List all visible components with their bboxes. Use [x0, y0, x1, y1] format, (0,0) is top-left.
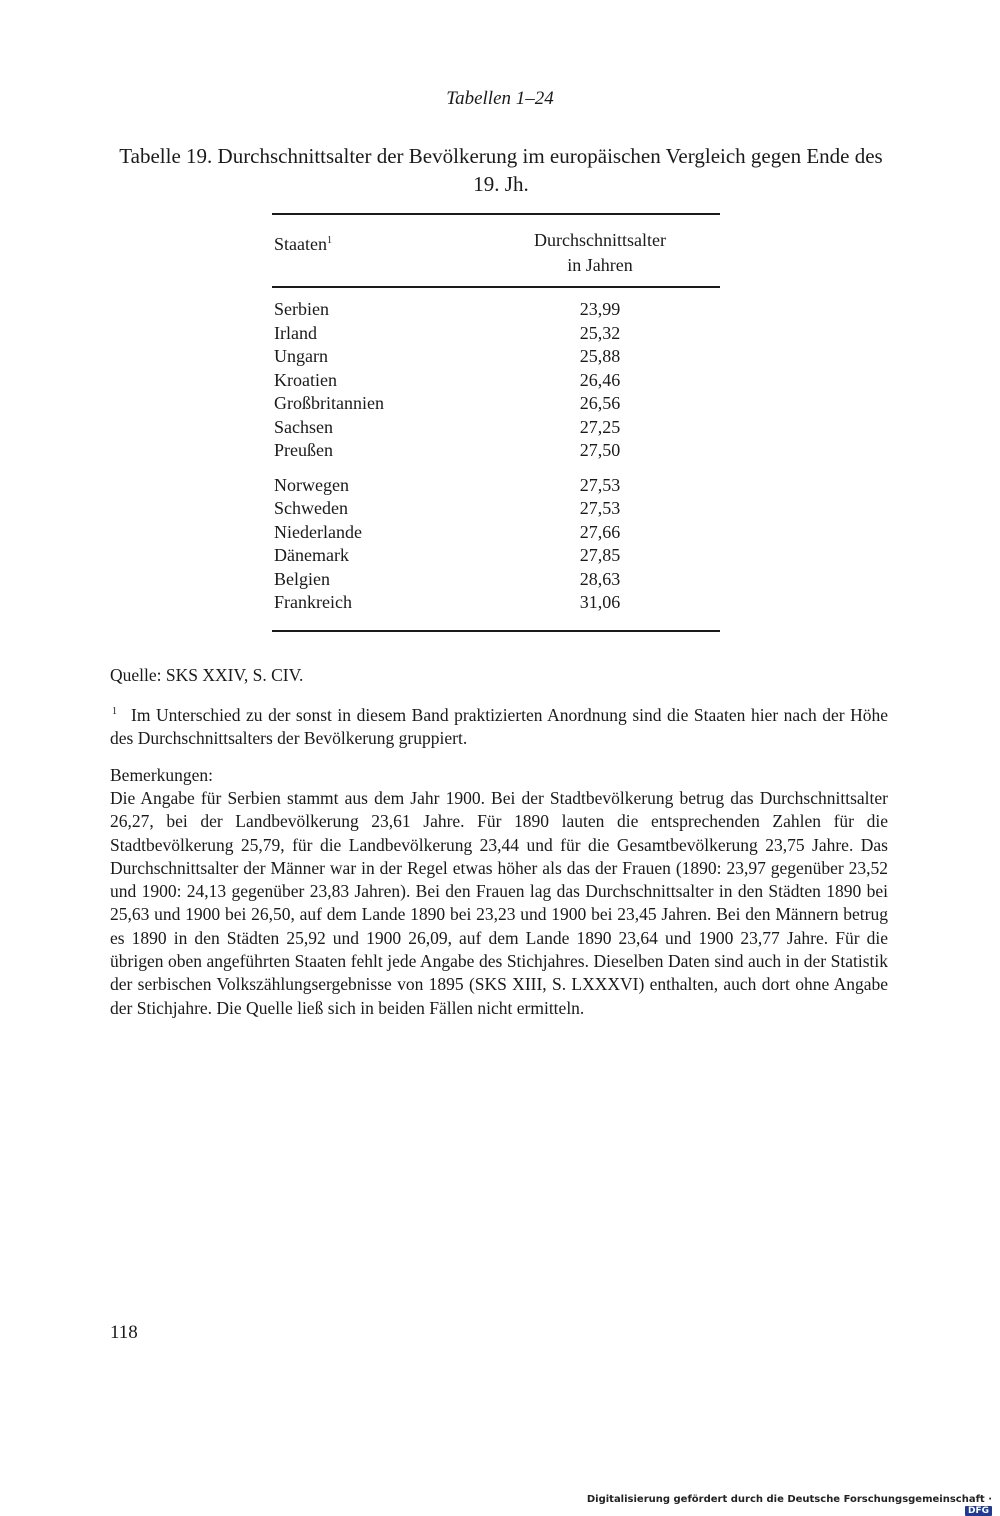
- running-header: Tabellen 1–24: [446, 88, 554, 109]
- table-row: [274, 416, 720, 440]
- table-header-rule: [272, 286, 720, 288]
- table-row: [274, 474, 720, 498]
- column-header-age-line2: in Jahren: [567, 255, 633, 275]
- state-name: Sachsen: [274, 416, 333, 437]
- state-name: Niederlande: [274, 521, 362, 542]
- table-top-rule: [272, 213, 720, 215]
- state-value: 26,56: [579, 393, 621, 413]
- table-bottom-rule: [272, 630, 720, 632]
- footnote: [110, 700, 888, 751]
- table-row: [274, 591, 720, 615]
- state-name: Dänemark: [274, 545, 349, 565]
- table-row: [274, 544, 720, 568]
- state-value: 26,46: [579, 369, 621, 390]
- state-value: 27,53: [579, 498, 621, 518]
- state-value: 27,85: [579, 545, 621, 565]
- table-row: [274, 298, 720, 322]
- column-header-age: [500, 228, 700, 278]
- state-name: Preußen: [274, 440, 333, 460]
- table-row: [274, 521, 720, 545]
- digitization-credit-text: Digitalisierung gefördert durch die Deutsche Forschungsgemeinschaft ·: [586, 1494, 992, 1505]
- table-row: [274, 497, 720, 521]
- state-value: 23,99: [579, 299, 621, 319]
- state-name: Kroatien: [274, 369, 337, 390]
- footnote-marker: 1: [326, 235, 332, 246]
- table-row: [274, 392, 720, 416]
- state-name: Belgien: [274, 568, 330, 589]
- table-body: [274, 298, 720, 615]
- state-name: Norwegen: [274, 474, 349, 495]
- table-row: [274, 369, 720, 393]
- state-name: Großbritannien: [274, 393, 384, 413]
- page-number: 118: [110, 1322, 138, 1343]
- group-gap: [274, 463, 720, 474]
- remarks-text: Die Angabe für Serbien stammt aus dem Jahr 1900. Bei der Stadtbevölkerung betrug das Durchschnittsalter 26,27, bei der Landbevölkerung 23,61 Jahre. Für 1890 lauten die entsprechenden Zahlen für die Stadtbevölkerung 25,79, für die Landbevölkerung 23,44 und für die Gesamtbevölkerung 23,75 Jahre. Das Durchschnittsalter der Männer war in der Regel etwas höher als das der Frauen (1890: 23,97 gegenüber 23,52 und 1900: 24,13 gegenüber 23,83 Jahren). Bei den Frauen lag das Durchschnittsalter in den Städten 1890 bei 25,63 und 1900 bei 26,50, auf dem Lande 1890 bei 23,23 und 1900 bei 23,45 Jahren. Bei den Männern betrug es 1890 in den Städten 25,92 und 1900 26,09, auf dem Lande 1890 23,64 und 1900 23,77 Jahre. Für die übrigen oben angeführten Staaten fehlt jede Angabe des Stichjahres. Dieselben Daten sind auch in der Statistik der serbischen Volkszählungsergebnisse von 1895 (SKS XIII, S. LXXXVI) enthalten, auch dort ohne Angabe der Stichjahre. Die Quelle ließ sich in beiden Fällen nicht ermitteln.: [110, 788, 888, 1018]
- remarks-heading: Bemerkungen:: [110, 765, 214, 785]
- state-value: 31,06: [579, 592, 621, 612]
- state-value: 25,32: [579, 322, 621, 343]
- table-row: [274, 345, 720, 369]
- table-row: [274, 439, 720, 463]
- state-name: Irland: [274, 322, 317, 343]
- footnote-mark: 1: [112, 706, 117, 717]
- state-name: Schweden: [274, 498, 348, 518]
- column-header-state: [274, 228, 332, 257]
- table-row: [274, 322, 720, 346]
- state-value: 27,53: [579, 474, 621, 495]
- state-value: 27,66: [579, 521, 621, 542]
- table-row: [274, 568, 720, 592]
- column-header-age-line1: Durchschnittsalter: [534, 230, 666, 250]
- state-name: Ungarn: [274, 346, 328, 366]
- state-value: 28,63: [579, 568, 621, 589]
- footnote-text: Im Unterschied zu der sonst in diesem Band praktizierten Anordnung sind die Staaten hier nach der Höhe des Durchschnittsalters der Bevölkerung gruppiert.: [110, 705, 888, 749]
- source-note: Quelle: SKS XXIV, S. CIV.: [110, 665, 304, 685]
- state-name: Serbien: [274, 299, 329, 319]
- state-name: Frankreich: [274, 592, 352, 612]
- state-value: 25,88: [579, 346, 621, 366]
- table-caption: Tabelle 19. Durchschnittsalter der Bevölkerung im europäischen Vergleich gegen Ende des 19. Jh.: [119, 144, 883, 196]
- state-value: 27,25: [579, 416, 621, 437]
- dfg-logo: DFG: [965, 1506, 992, 1516]
- state-value: 27,50: [579, 440, 621, 460]
- column-header-state-label: Staaten: [274, 234, 327, 254]
